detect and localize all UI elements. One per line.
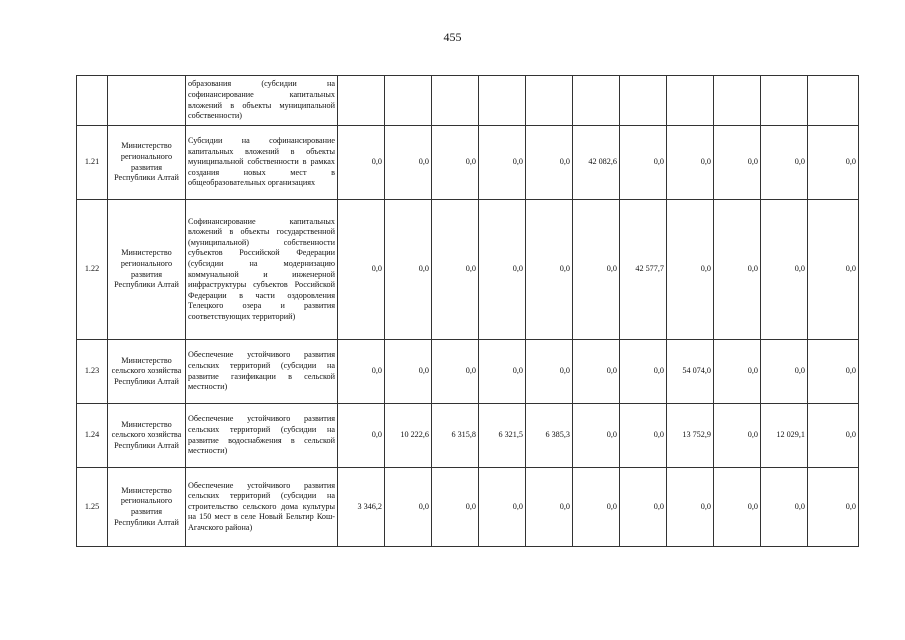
row-value: 0,0 [761, 340, 808, 404]
row-value: 0,0 [620, 468, 667, 547]
row-value: 0,0 [432, 468, 479, 547]
row-value: 0,0 [526, 340, 573, 404]
row-value: 0,0 [338, 200, 385, 340]
row-value: 0,0 [761, 468, 808, 547]
row-value: 0,0 [761, 200, 808, 340]
row-value: 0,0 [620, 126, 667, 200]
row-value: 0,0 [808, 340, 859, 404]
row-value: 0,0 [385, 340, 432, 404]
row-value: 0,0 [808, 126, 859, 200]
row-value: 10 222,6 [385, 404, 432, 468]
row-value [761, 76, 808, 126]
table-row [77, 200, 859, 340]
row-value [667, 76, 714, 126]
row-value: 0,0 [808, 200, 859, 340]
row-code: 1.21 [77, 126, 108, 200]
row-description: Субсидии на софинансирование капитальных вложений в объекты муниципальной собственности в рамках создания новых мест в общеобразовательных организациях [186, 126, 338, 200]
row-value: 0,0 [714, 340, 761, 404]
row-value [479, 76, 526, 126]
row-code: 1.22 [77, 200, 108, 340]
table-row [77, 126, 859, 200]
row-value: 12 029,1 [761, 404, 808, 468]
row-value: 0,0 [808, 404, 859, 468]
row-value: 0,0 [338, 340, 385, 404]
row-value [808, 76, 859, 126]
row-value [714, 76, 761, 126]
row-value: 0,0 [385, 126, 432, 200]
row-value: 42 082,6 [573, 126, 620, 200]
row-value: 0,0 [338, 126, 385, 200]
table-row [77, 468, 859, 547]
row-organization [108, 76, 186, 126]
row-value: 6 315,8 [432, 404, 479, 468]
row-value: 0,0 [432, 340, 479, 404]
row-value: 0,0 [432, 200, 479, 340]
row-value: 0,0 [667, 200, 714, 340]
row-value: 0,0 [526, 126, 573, 200]
row-value: 0,0 [479, 468, 526, 547]
row-value: 0,0 [385, 200, 432, 340]
row-value: 0,0 [761, 126, 808, 200]
row-description: Обеспечение устойчивого развития сельских территорий (субсидии на строительство сельского дома культуры на 150 мест в селе Новый Бельтир Кош-Агачского района) [186, 468, 338, 547]
row-value: 0,0 [479, 126, 526, 200]
row-value: 0,0 [808, 468, 859, 547]
row-organization: Министерство сельского хозяйства Республики Алтай [108, 404, 186, 468]
row-code: 1.25 [77, 468, 108, 547]
row-value [620, 76, 667, 126]
row-code: 1.24 [77, 404, 108, 468]
row-organization: Министерство регионального развития Республики Алтай [108, 126, 186, 200]
row-value: 0,0 [573, 404, 620, 468]
row-value: 42 577,7 [620, 200, 667, 340]
row-value [385, 76, 432, 126]
row-description: Обеспечение устойчивого развития сельских территорий (субсидии на развитие водоснабжения в сельской местности) [186, 404, 338, 468]
row-value: 6 385,3 [526, 404, 573, 468]
page-number: 455 [443, 30, 462, 44]
row-value: 0,0 [526, 200, 573, 340]
row-organization: Министерство регионального развития Республики Алтай [108, 200, 186, 340]
row-value: 0,0 [620, 340, 667, 404]
row-value: 0,0 [526, 468, 573, 547]
row-code [77, 76, 108, 126]
row-value: 0,0 [714, 126, 761, 200]
budget-table [76, 75, 859, 547]
row-value: 0,0 [479, 200, 526, 340]
row-value: 3 346,2 [338, 468, 385, 547]
row-organization: Министерство регионального развития Республики Алтай [108, 468, 186, 547]
row-value: 0,0 [385, 468, 432, 547]
row-value: 0,0 [714, 468, 761, 547]
row-organization: Министерство сельского хозяйства Республики Алтай [108, 340, 186, 404]
row-value: 0,0 [667, 468, 714, 547]
row-value [573, 76, 620, 126]
row-value: 0,0 [573, 200, 620, 340]
row-value: 6 321,5 [479, 404, 526, 468]
table-row [77, 404, 859, 468]
row-value [338, 76, 385, 126]
row-value: 0,0 [714, 200, 761, 340]
row-value: 0,0 [620, 404, 667, 468]
row-description: Софинансирование капитальных вложений в объекты государственной (муниципальной) собственности субъектов Российской Федерации (субсидии на модернизацию коммунальной и инженерной инфраструктуры субъектов Российской Федерации в части оздоровления Телецкого озера и развития соответствующих территорий) [186, 200, 338, 340]
row-value [526, 76, 573, 126]
table-row [77, 76, 859, 126]
row-value: 0,0 [714, 404, 761, 468]
row-value [432, 76, 479, 126]
row-value: 0,0 [338, 404, 385, 468]
table-row [77, 340, 859, 404]
row-description: Обеспечение устойчивого развития сельских территорий (субсидии на развитие газификации в сельской местности) [186, 340, 338, 404]
row-value: 0,0 [573, 340, 620, 404]
row-code: 1.23 [77, 340, 108, 404]
row-value: 0,0 [479, 340, 526, 404]
row-value: 0,0 [573, 468, 620, 547]
row-value: 13 752,9 [667, 404, 714, 468]
row-value: 0,0 [667, 126, 714, 200]
row-description: образования (субсидии на софинансирование капитальных вложений в объекты муниципальной собственности) [186, 76, 338, 126]
row-value: 54 074,0 [667, 340, 714, 404]
row-value: 0,0 [432, 126, 479, 200]
